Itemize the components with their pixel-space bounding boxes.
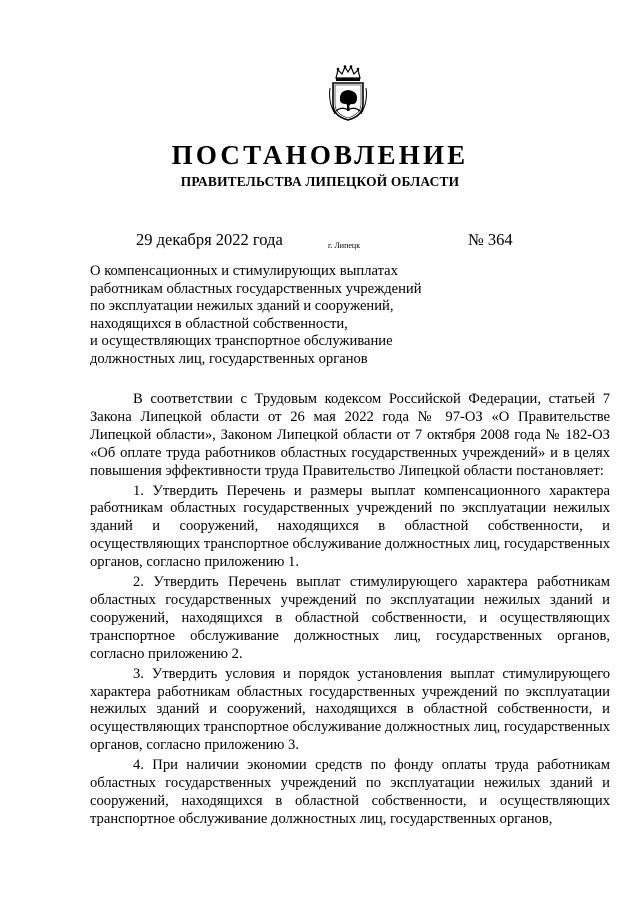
document-date: 29 декабря 2022 года xyxy=(136,230,283,249)
document-heading xyxy=(90,263,490,369)
clause-paragraph: 3. Утвердить условия и порядок установления выплат стимулирующего характера работникам областных государственных учреждений по эксплуатации нежилых зданий и сооружений, находящихся в областной собственности, и осуществляющих транспортное обслуживание должностных лиц, государственных органов, согласно приложению 3. xyxy=(90,665,610,754)
lipetsk-coat-of-arms-icon xyxy=(327,64,369,122)
heading-line: работникам областных государственных учреждений xyxy=(90,280,422,297)
document-title: ПОСТАНОВЛЕНИЕ xyxy=(171,140,469,170)
issuer-name: ПРАВИТЕЛЬСТВА ЛИПЕЦКОЙ ОБЛАСТИ xyxy=(180,174,460,189)
heading-line: О компенсационных и стимулирующих выплатах xyxy=(90,263,398,279)
document-body xyxy=(90,391,610,829)
clause-paragraph: 4. При наличии экономии средств по фонду оплаты труда работникам областных государственных учреждений по эксплуатации нежилых зданий и сооружений, находящихся в областной собственности, и осуществляющих транспортное обслуживание должностных лиц, государственных органов, xyxy=(90,757,610,827)
heading-line: и осуществляющих транспортное обслуживание xyxy=(90,333,393,350)
document-number: № 364 xyxy=(468,230,513,249)
heading-line: по эксплуатации нежилых зданий и сооружений, xyxy=(90,298,394,315)
preamble-paragraph: В соответствии с Трудовым кодексом Российской Федерации, статьей 7 Закона Липецкой области от 26 мая 2022 года № 97-ОЗ «О Правительстве Липецкой области», Законом Липецкой области от 7 октября 2008 года № 182-ОЗ «Об оплате труда работников областных государственных учреждений» и в целях повышения эффективности труда Правительство Липецкой области постановляет: xyxy=(90,391,610,479)
heading-line: должностных лиц, государственных органов xyxy=(90,350,368,367)
heading-line: находящихся в областной собственности, xyxy=(90,315,348,332)
clause-paragraph: 1. Утвердить Перечень и размеры выплат компенсационного характера работникам областных государственных учреждений по эксплуатации нежилых зданий и сооружений, находящихся в областной собственности, и осуществляющих транспортное обслуживание должностных лиц, государственных органов, согласно приложению 1. xyxy=(90,482,610,571)
clause-paragraph: 2. Утвердить Перечень выплат стимулирующего характера работникам областных государственных учреждений по эксплуатации нежилых зданий и сооружений, находящихся в областной собственности, и осуществляющих транспортное обслуживание должностных лиц, государственных органов, согласно приложению 2. xyxy=(90,574,610,662)
document-place: г. Липецк xyxy=(328,241,361,250)
